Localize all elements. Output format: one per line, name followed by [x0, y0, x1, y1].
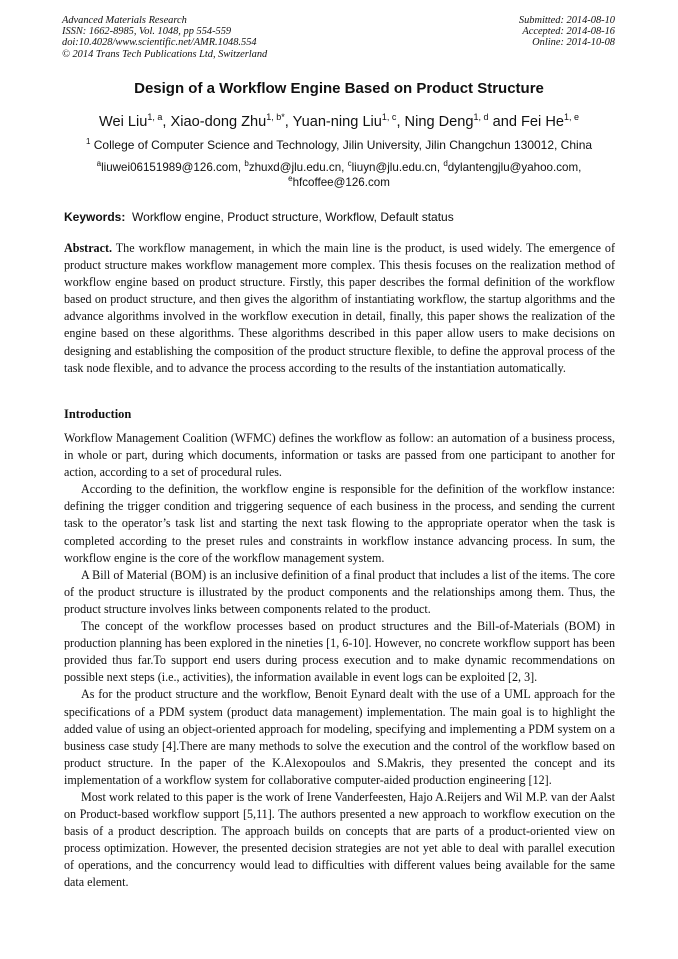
abstract: [64, 240, 615, 377]
paper-title: Design of a Workflow Engine Based on Product Structure: [134, 80, 544, 97]
affiliation-text: College of Computer Science and Technology, Jilin University, Jilin Changchun 130012, China: [93, 138, 593, 152]
journal-header: [62, 15, 267, 60]
section-heading-introduction: Introduction: [64, 407, 132, 421]
journal-name: Advanced Materials Research: [62, 15, 187, 26]
journal-doi: doi:10.4028/www.scientific.net/AMR.1048.554: [62, 37, 257, 49]
journal-copyright: © 2014 Trans Tech Publications Ltd, Switzerland: [62, 48, 268, 60]
submission-dates: [519, 15, 615, 49]
author-name: Yuan-ning Liu: [292, 114, 382, 130]
email-d: dylantengjlu@yahoo.com: [447, 161, 579, 174]
author-name: Fei He: [521, 114, 564, 130]
email-c: liuyn@jlu.edu.cn: [351, 161, 437, 174]
email-e: hfcoffee@126.com: [292, 176, 390, 189]
author-list: Wei Liu$^{1, a}$, Xiao-dong Zhu$^{1, b*}$, Yuan-ning Liu$^{1, c}$, Ning Deng$^{1, d}$ and Fei He$^{1, e}$: [99, 112, 579, 130]
paragraph: As for the product structure and the workflow, Benoit Eynard dealt with the use of a UML approach for the specifications of a PDM system (product data management) implementation. The main goal is to highlight the added value of using an object-oriented approach for modeling, specifying and implementing a PDM system on a business case study [4].There are many methods to solve the execution and the control of the workflow based on product structure. In the paper of the K.Alexopoulos and S.Makris, they presented the concept and its implementation of a workflow system for collaborative computer-aided production engineering [12].: [64, 687, 615, 787]
accepted-date: Accepted: 2014-08-16: [522, 26, 615, 38]
abstract-label: Abstract.: [64, 241, 113, 255]
paragraph: According to the definition, the workflow engine is responsible for the definition of the workflow instance: defining the trigger condition and triggering sequence of each business in the process, and sending the current task to the operator’s task list and starting the next task flowing to the appropriate operator when the task is completed according to the preset rules and constraints in workflow instance advancing process. In sum, the workflow engine is the core of the workflow management system.: [64, 482, 615, 565]
author-affil-mark: 1, b*: [266, 112, 285, 122]
paragraph: The concept of the workflow processes based on product structures and the Bill-of-Materials (BOM) in production planning has been explored in the nineties [1, 6-10]. However, no concrete workflow support has been provided thus far.To support end users during process execution and to make dynamic recommendations on possible next steps (i.e., activities), the information available in event logs can be exploited [2, 3].: [64, 619, 615, 685]
author-affil-mark: 1, d: [473, 112, 489, 122]
keywords-label: Keywords:: [64, 210, 126, 224]
journal-issn: ISSN: 1662-8985, Vol. 1048, pp 554-559: [62, 26, 232, 38]
affiliation-mark: 1: [85, 137, 91, 146]
email-b: zhuxd@jlu.edu.cn: [248, 161, 342, 174]
online-date: Online: 2014-10-08: [532, 37, 615, 49]
author-name: Xiao-dong Zhu: [170, 114, 267, 130]
abstract-text: The workflow management, in which the main line is the product, is used widely. The emergence of product structure makes workflow management more complex. This thesis focuses on the realization method of workflow engine based on product structure. Firstly, this paper describes the formal definition of the workflow based on product structure, and then gives the algorithm of instantiating workflow, the startup algorithms and the advance algorithms involved in the workflow execution in detail, finally, this paper shows the realization of the engine based on these algorithms. These algorithms described in this paper allow users to make decisions on designing and establishing the composition of the product structure flexible, to define the approval process of the task node flexible, and to advance the process according to the results of the instantiation automatically.: [64, 241, 616, 375]
submitted-date: Submitted: 2014-08-10: [518, 15, 615, 26]
paragraph: Most work related to this paper is the work of Irene Vanderfeesten, Hajo A.Reijers and Wil M.P. van der Aalst on Product-based workflow support [5,11]. The authors presented a new approach to workflow execution on the basis of a product description. The approach builds on concepts that are parts of a product-oriented view on process optimization. However, the presented decision strategies are not yet able to deal with parallel execution of operations, and the concurrency would lead to difficulties with different values being available for the same data element.: [64, 789, 615, 890]
author-affil-mark: 1, e: [563, 112, 579, 122]
email-list: $^a$liuwei06151989@126.com, $^b$zhuxd@jlu.edu.cn, $^c$liuyn@jlu.edu.cn, $^d$dylantengjlu@yahoo.com, $^e$hfcoffee@126.com: [96, 159, 582, 189]
author-affil-mark: 1, a: [147, 112, 163, 122]
affiliation: [0, 138, 678, 152]
paragraph: Workflow Management Coalition (WFMC) defines the workflow as follow: an automation of a business process, in whole or part, during which documents, information or tasks are passed from one participant to another for action, according to a set of procedural rules.: [64, 431, 615, 480]
introduction-body: [64, 430, 615, 892]
email-a: liuwei06151989@126.com: [101, 161, 238, 174]
paragraph: A Bill of Material (BOM) is an inclusive definition of a final product that includes a list of the items. The core of the product structure is illustrated by the product components and the relationships among them. Thus, the product structure involves links between components related to the product.: [64, 567, 615, 616]
keywords: [64, 210, 454, 224]
author-name: Ning Deng: [404, 114, 474, 130]
author-affil-mark: 1, c: [381, 112, 397, 122]
author-name: Wei Liu: [99, 114, 148, 130]
keywords-text: Workflow engine, Product structure, Workflow, Default status: [132, 210, 454, 224]
